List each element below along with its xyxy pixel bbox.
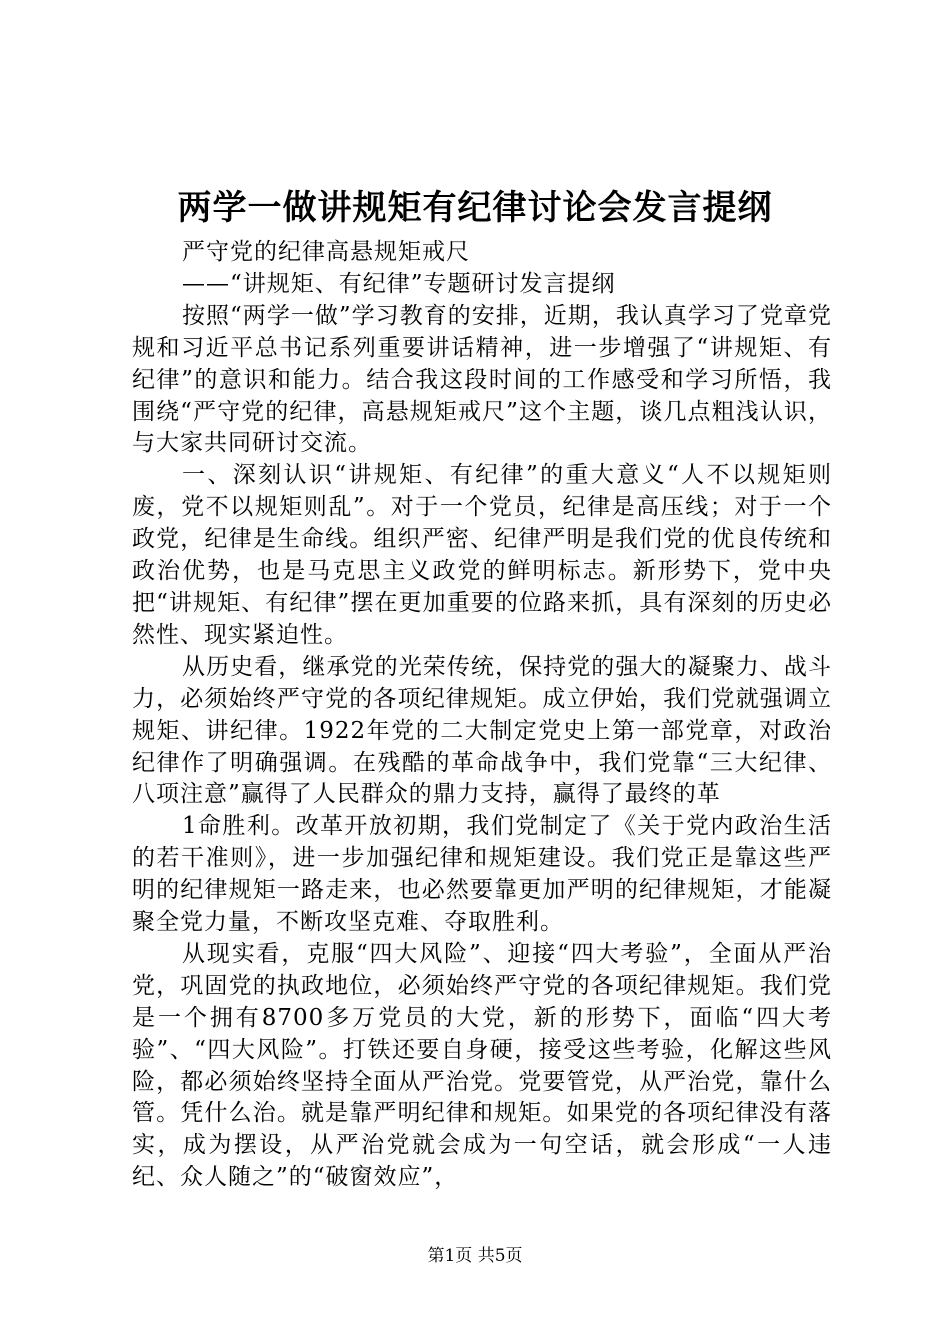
document-title: 两学一做讲规矩有纪律讨论会发言提纲: [177, 188, 773, 228]
subtitle-line: ——“讲规矩、有纪律”专题研讨发言提纲: [182, 270, 616, 297]
body-paragraph: 按照“两学一做”学习教育的安排，近期，我认真学习了党章党规和习近平总书记系列重要讲话精神，进一步增强了“讲规矩、有纪律”的意识和能力。结合我这段时间的工作感受和学习所悟，我围绕“严守党的纪律，高悬规矩戒尺”这个主题，谈几点粗浅认识，与大家共同研讨交流。: [132, 302, 832, 457]
page-number-footer: 第1页 共5页: [427, 1246, 523, 1266]
body-paragraph: 从现实看，克服“四大风险”、迎接“四大考验”，全面从严治党，巩固党的执政地位，必须始终严守党的各项纪律规矩。我们党是一个拥有8700多万党员的大党，新的形势下，面临“四大考验”、“四大风险”。打铁还要自身硬，接受这些考验，化解这些风险，都必须始终坚持全面从严治党。党要管党，从严治党，靠什么管。凭什么治。就是靠严明纪律和规矩。如果党的各项纪律没有落实，成为摆设，从严治党就会成为一句空话，就会形成“一人违纪、众人随之”的“破窗效应”，: [132, 940, 832, 1191]
body-paragraph: 1命胜利。改革开放初期，我们党制定了《关于党内政治生活的若干准则》，进一步加强纪律和规矩建设。我们党正是靠这些严明的纪律规矩一路走来，也必然要靠更加严明的纪律规矩，才能凝聚全党力量，不断攻坚克难、夺取胜利。: [132, 813, 832, 936]
document-body: [132, 237, 832, 1194]
subtitle-line: 严守党的纪律高悬规矩戒尺: [182, 239, 470, 265]
body-paragraph: 从历史看，继承党的光荣传统，保持党的强大的凝聚力、战斗力，必须始终严守党的各项纪律规矩。成立伊始，我们党就强调立规矩、讲纪律。1922年党的二大制定党史上第一部党章，对政治纪律作了明确强调。在残酷的革命战争中，我们党靠“三大纪律、八项注意”赢得了人民群众的鼎力支持，赢得了最终的革: [132, 653, 832, 808]
body-paragraph: 一、深刻认识“讲规矩、有纪律”的重大意义“人不以规矩则废，党不以规矩则乱”。对于一个党员，纪律是高压线；对于一个政党，纪律是生命线。组织严密、纪律严明是我们党的优良传统和政治优势，也是马克思主义政党的鲜明标志。新形势下，党中央把“讲规矩、有纪律”摆在更加重要的位路来抓，具有深刻的历史必然性、现实紧迫性。: [132, 462, 832, 648]
